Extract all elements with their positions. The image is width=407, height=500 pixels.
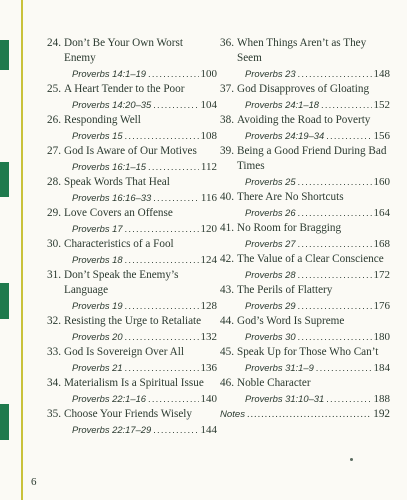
toc-entry-reference-line (220, 236, 390, 252)
margin-rule (21, 0, 23, 500)
toc-entry-title-line (47, 82, 217, 97)
toc-entry-title-line (220, 314, 390, 329)
toc-entry[interactable] (47, 175, 217, 206)
toc-entry[interactable] (220, 82, 390, 113)
toc-entry[interactable] (220, 283, 390, 314)
chapter-title: Avoiding the Road to Poverty (236, 114, 371, 126)
scripture-reference: Proverbs 24:19–34 (245, 130, 325, 141)
page-ref: 136 (200, 362, 217, 374)
toc-entry[interactable] (47, 144, 217, 175)
leader-dots (298, 329, 372, 344)
chapter-number: 32. (47, 315, 61, 327)
toc-entry[interactable] (47, 407, 217, 438)
leader-dots (125, 360, 199, 375)
chapter-number: 31. (47, 269, 61, 281)
page-ref: 100 (200, 68, 217, 80)
scripture-reference: Proverbs 18 (72, 254, 123, 265)
toc-entry-title-line (220, 190, 390, 205)
chapter-title: The Perils of Flattery (236, 284, 333, 296)
scripture-reference: Proverbs 26 (245, 207, 296, 218)
scripture-reference: Proverbs 25 (245, 176, 296, 187)
page-ref: 128 (200, 300, 217, 312)
leader-dots (298, 174, 372, 189)
toc-column-left (47, 36, 217, 438)
toc-column-right (220, 36, 390, 423)
scripture-reference: Proverbs 22:1–16 (72, 393, 147, 404)
edge-tab-3 (0, 283, 9, 319)
leader-dots (125, 221, 199, 236)
page-ref: 168 (373, 238, 390, 250)
toc-entry-title-line (47, 376, 217, 391)
chapter-title: The Value of a Clear Conscience (236, 253, 384, 265)
page-number: 6 (31, 476, 37, 488)
toc-entry-title-line (220, 221, 390, 236)
chapter-number: 40. (220, 191, 234, 203)
edge-tab-4 (0, 404, 9, 440)
toc-entry[interactable] (220, 144, 390, 190)
chapter-title: Characteristics of a Fool (63, 238, 174, 250)
chapter-title: When Things Aren’t as They Seem (236, 37, 367, 64)
toc-entry-title-line (47, 407, 217, 422)
chapter-title: Speak Up for Those Who Can’t (236, 346, 379, 358)
toc-entry-reference-line (47, 391, 217, 407)
toc-entry[interactable] (220, 113, 390, 144)
toc-entry-title-line (47, 345, 217, 360)
toc-entry[interactable] (47, 82, 217, 113)
chapter-number: 43. (220, 284, 234, 296)
scripture-reference: Proverbs 14:20–35 (72, 99, 152, 110)
toc-entry-reference-line (220, 329, 390, 345)
page-ref: 120 (200, 223, 217, 235)
chapter-title: God Is Aware of Our Motives (63, 145, 197, 157)
toc-entry-title-line (220, 345, 390, 360)
page-ref: 104 (200, 99, 217, 111)
toc-entry-notes[interactable] (220, 407, 390, 423)
page-ref: 180 (373, 331, 390, 343)
toc-entry-title-line (47, 113, 217, 128)
leader-dots (326, 391, 371, 406)
chapter-title: Choose Your Friends Wisely (63, 408, 192, 420)
chapter-number: 28. (47, 176, 61, 188)
chapter-number: 38. (220, 114, 234, 126)
toc-entry-title-line (220, 36, 390, 66)
toc-entry-reference-line (47, 159, 217, 175)
toc-entry-title-line (220, 82, 390, 97)
scripture-reference: Proverbs 23 (245, 68, 296, 79)
toc-entry[interactable] (220, 376, 390, 407)
toc-entry-title-line (220, 252, 390, 267)
toc-entry-reference-line (47, 128, 217, 144)
toc-entry-reference-line (220, 174, 390, 190)
toc-entry-reference-line (220, 97, 390, 113)
scripture-reference: Proverbs 16:1–15 (72, 161, 147, 172)
page-ref: 124 (200, 254, 217, 266)
leader-dots (148, 66, 198, 81)
toc-entry-reference-line (220, 298, 390, 314)
toc-entry-reference-line (47, 360, 217, 376)
scripture-reference: Proverbs 21 (72, 362, 123, 373)
chapter-number: 41. (220, 222, 234, 234)
edge-tab-2 (0, 162, 9, 197)
chapter-number: 46. (220, 377, 234, 389)
leader-dots (321, 97, 371, 112)
toc-entry-title-line (47, 36, 217, 66)
chapter-title: A Heart Tender to the Poor (63, 83, 185, 95)
toc-entry-title-line (47, 206, 217, 221)
toc-entry[interactable] (220, 221, 390, 252)
toc-entry-reference-line (220, 128, 390, 144)
leader-dots (153, 190, 199, 205)
scripture-reference: Proverbs 20 (72, 331, 123, 342)
toc-entry-reference-line (220, 360, 390, 376)
toc-entry-title-line (47, 314, 217, 329)
chapter-number: 24. (47, 37, 61, 49)
chapter-title: Love Covers an Offense (63, 207, 173, 219)
leader-dots (298, 298, 372, 313)
chapter-title: God Disapproves of Gloating (236, 83, 370, 95)
scripture-reference: Proverbs 28 (245, 269, 296, 280)
chapter-number: 37. (220, 83, 234, 95)
chapter-number: 39. (220, 145, 234, 157)
toc-entry-title-line (47, 175, 217, 190)
leader-dots (316, 360, 372, 375)
leader-dots (326, 128, 371, 143)
toc-entry-reference-line (220, 267, 390, 283)
toc-entry[interactable] (220, 314, 390, 345)
leader-dots (125, 252, 199, 267)
chapter-number: 30. (47, 238, 61, 250)
leader-dots (125, 329, 199, 344)
chapter-number: 45. (220, 346, 234, 358)
chapter-title: God’s Word Is Supreme (236, 315, 345, 327)
page-ref: 192 (373, 408, 390, 420)
page-ref: 188 (373, 393, 390, 405)
toc-entry-reference-line (47, 329, 217, 345)
toc-entry[interactable] (47, 113, 217, 144)
toc-entry[interactable] (220, 36, 390, 82)
toc-entry-title-line (47, 268, 217, 298)
toc-entry-reference-line (47, 221, 217, 237)
page-ref: 160 (373, 176, 390, 188)
page-ref: 156 (373, 130, 390, 142)
toc-entry[interactable] (220, 252, 390, 283)
scripture-reference: Proverbs 29 (245, 300, 296, 311)
page-ref: 148 (373, 68, 390, 80)
page-ref: 140 (200, 393, 217, 405)
toc-entry-title-line (220, 283, 390, 298)
page-ref: 176 (373, 300, 390, 312)
page-ref: 112 (200, 161, 217, 173)
leader-dots (148, 159, 199, 174)
toc-entry-reference-line (220, 391, 390, 407)
page-ref: 108 (200, 130, 217, 142)
toc-entry[interactable] (47, 376, 217, 407)
chapter-number: 36. (220, 37, 234, 49)
toc-entry[interactable] (47, 206, 217, 237)
chapter-number: 26. (47, 114, 61, 126)
chapter-number: 33. (47, 346, 61, 358)
chapter-number: 27. (47, 145, 61, 157)
notes-label: Notes (220, 409, 246, 420)
leader-dots (298, 267, 372, 282)
chapter-title: Resisting the Urge to Retaliate (63, 315, 202, 327)
chapter-number: 29. (47, 207, 61, 219)
chapter-number: 42. (220, 253, 234, 265)
chapter-title: Being a Good Friend During Bad Times (236, 145, 387, 172)
toc-entry-reference-line (47, 252, 217, 268)
toc-entry-title-line (220, 144, 390, 174)
chapter-title: Responding Well (63, 114, 141, 126)
toc-entry-reference-line (47, 190, 217, 206)
chapter-title: Don’t Speak the Enemy’s Language (63, 269, 179, 296)
leader-dots (298, 66, 372, 81)
chapter-title: Speak Words That Heal (63, 176, 170, 188)
toc-entry-title-line (220, 113, 390, 128)
chapter-title: Noble Character (236, 377, 311, 389)
toc-entry-reference-line (47, 422, 217, 438)
toc-entry[interactable] (220, 190, 390, 221)
scripture-reference: Proverbs 14:1–19 (72, 68, 147, 79)
leader-dots (125, 298, 199, 313)
scripture-reference: Proverbs 30 (245, 331, 296, 342)
scripture-reference: Proverbs 19 (72, 300, 123, 311)
toc-entry-reference-line (220, 205, 390, 221)
toc-entry-title-line (220, 376, 390, 391)
leader-dots (148, 391, 198, 406)
chapter-title: No Room for Bragging (236, 222, 342, 234)
toc-entry-title-line (47, 237, 217, 252)
page-ref: 132 (200, 331, 217, 343)
scripture-reference: Proverbs 31:10–31 (245, 393, 325, 404)
scripture-reference: Proverbs 27 (245, 238, 296, 249)
chapter-number: 34. (47, 377, 61, 389)
toc-entry[interactable] (47, 345, 217, 376)
toc-entry[interactable] (47, 314, 217, 345)
leader-dots (298, 205, 372, 220)
leader-dots (153, 422, 198, 437)
page-ref: 184 (373, 362, 390, 374)
toc-entry-reference-line (47, 298, 217, 314)
scripture-reference: Proverbs 15 (72, 130, 123, 141)
scripture-reference: Proverbs 16:16–33 (72, 192, 152, 203)
chapter-number: 35. (47, 408, 61, 420)
leader-dots (125, 128, 199, 143)
scripture-reference: Proverbs 24:1–18 (245, 99, 320, 110)
toc-entry-reference-line (47, 97, 217, 113)
scripture-reference: Proverbs 31:1–9 (245, 362, 314, 373)
toc-entry[interactable] (220, 345, 390, 376)
leader-dots (153, 97, 198, 112)
chapter-number: 44. (220, 315, 234, 327)
chapter-number: 25. (47, 83, 61, 95)
toc-entry-reference-line (220, 66, 390, 82)
ink-speck (350, 458, 353, 461)
edge-tab-1 (0, 40, 9, 70)
chapter-title: God Is Sovereign Over All (63, 346, 184, 358)
page-ref: 116 (200, 192, 217, 204)
toc-entry-reference-line (47, 66, 217, 82)
toc-entry-title-line (47, 144, 217, 159)
leader-dots (298, 236, 372, 251)
scripture-reference: Proverbs 22:17–29 (72, 424, 152, 435)
page-ref: 172 (373, 269, 390, 281)
scripture-reference: Proverbs 17 (72, 223, 123, 234)
chapter-title: Materialism Is a Spiritual Issue (63, 377, 204, 389)
toc-entry[interactable] (47, 36, 217, 82)
leader-dots (247, 408, 371, 423)
page-ref: 164 (373, 207, 390, 219)
chapter-title: There Are No Shortcuts (236, 191, 344, 203)
page-ref: 144 (200, 424, 217, 436)
page-ref: 152 (373, 99, 390, 111)
toc-entry[interactable] (47, 237, 217, 268)
chapter-title: Don’t Be Your Own Worst Enemy (63, 37, 183, 64)
toc-entry[interactable] (47, 268, 217, 314)
